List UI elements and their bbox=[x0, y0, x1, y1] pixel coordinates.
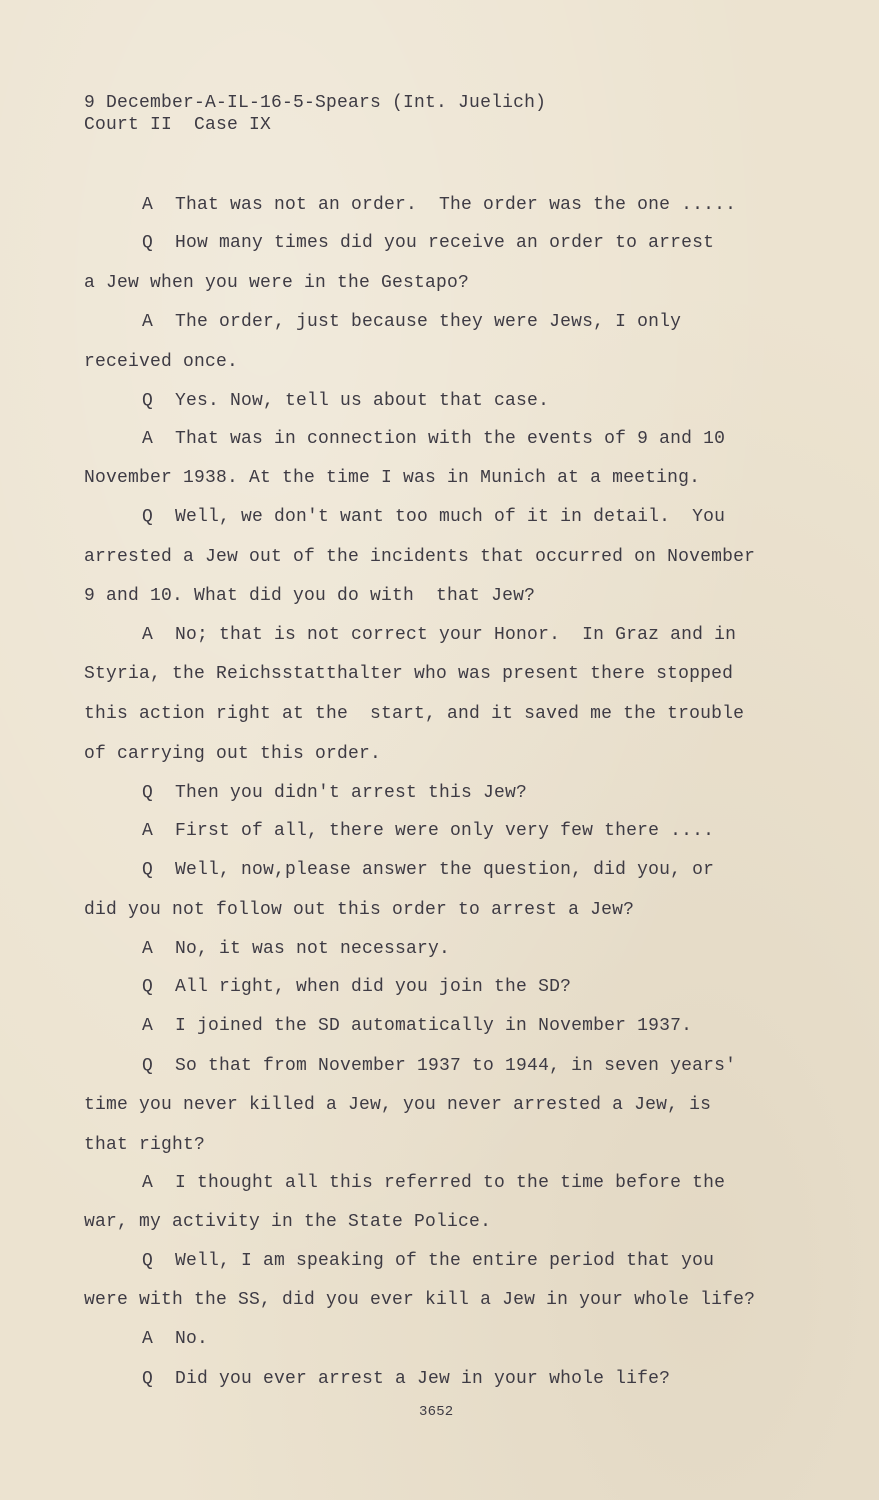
transcript-line: Q Did you ever arrest a Jew in your whole life? bbox=[142, 1369, 671, 1389]
transcript-line: Q Yes. Now, tell us about that case. bbox=[142, 391, 550, 411]
transcript-line: Q Well, we don't want too much of it in detail. You bbox=[142, 507, 726, 527]
transcript-line: time you never killed a Jew, you never arrested a Jew, is bbox=[84, 1095, 712, 1115]
transcript-line: A That was not an order. The order was the one ..... bbox=[142, 195, 737, 215]
transcript-line: did you not follow out this order to arrest a Jew? bbox=[84, 900, 635, 920]
transcript-line: A No. bbox=[142, 1329, 209, 1349]
transcript-line: a Jew when you were in the Gestapo? bbox=[84, 273, 470, 293]
header-line-2: Court II Case IX bbox=[84, 115, 272, 135]
transcript-line: A The order, just because they were Jews, I only bbox=[142, 312, 682, 332]
transcript-line: Q Well, I am speaking of the entire period that you bbox=[142, 1251, 715, 1271]
transcript-line: war, my activity in the State Police. bbox=[84, 1212, 492, 1232]
header-line-1: 9 December-A-IL-16-5-Spears (Int. Juelich) bbox=[84, 93, 547, 113]
transcript-line: A I joined the SD automatically in November 1937. bbox=[142, 1016, 693, 1036]
transcript-line: received once. bbox=[84, 352, 239, 372]
transcript-line: Q Then you didn't arrest this Jew? bbox=[142, 783, 528, 803]
transcript-line: A No, it was not necessary. bbox=[142, 939, 451, 959]
transcript-line: A First of all, there were only very few there .... bbox=[142, 821, 715, 841]
transcript-line: Styria, the Reichsstatthalter who was present there stopped bbox=[84, 664, 734, 684]
transcript-line: A That was in connection with the events of 9 and 10 bbox=[142, 429, 726, 449]
transcript-line: A I thought all this referred to the time before the bbox=[142, 1173, 726, 1193]
transcript-line: arrested a Jew out of the incidents that occurred on November bbox=[84, 547, 756, 567]
transcript-line: A No; that is not correct your Honor. In Graz and in bbox=[142, 625, 737, 645]
transcript-line: that right? bbox=[84, 1135, 206, 1155]
transcript-line: of carrying out this order. bbox=[84, 744, 382, 764]
transcript-line: November 1938. At the time I was in Munich at a meeting. bbox=[84, 468, 701, 488]
transcript-line: were with the SS, did you ever kill a Jew in your whole life? bbox=[84, 1290, 756, 1310]
page-number: 3652 bbox=[419, 1404, 454, 1420]
transcript-line: Q So that from November 1937 to 1944, in seven years' bbox=[142, 1056, 737, 1076]
transcript-line: Q How many times did you receive an order to arrest bbox=[142, 233, 715, 253]
document-header bbox=[84, 92, 546, 136]
transcript-line: Q Well, now,please answer the question, did you, or bbox=[142, 860, 715, 880]
transcript-line: Q All right, when did you join the SD? bbox=[142, 977, 572, 997]
transcript-line: 9 and 10. What did you do with that Jew? bbox=[84, 586, 536, 606]
transcript-line: this action right at the start, and it saved me the trouble bbox=[84, 704, 745, 724]
